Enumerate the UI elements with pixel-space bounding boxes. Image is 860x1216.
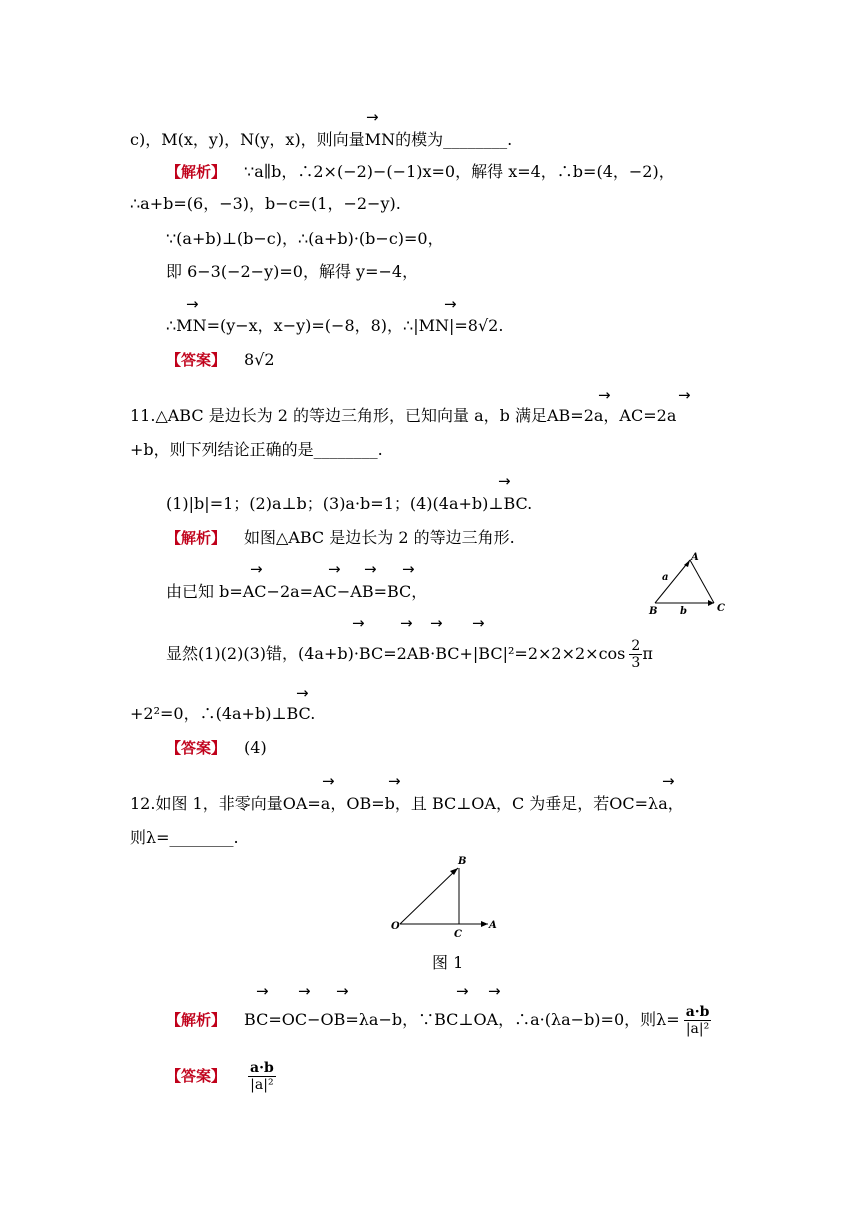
answer-text: (4)	[244, 738, 267, 757]
vector-arrow: →	[366, 108, 379, 126]
analysis-tag: 【解析】	[166, 1011, 227, 1029]
vector-arrow: →	[322, 772, 335, 790]
answer-line	[166, 1060, 276, 1093]
vector-arrow: →	[400, 614, 413, 632]
vector-arrow: →	[662, 772, 675, 790]
vector-arrow: →	[186, 295, 199, 313]
solution-line	[166, 638, 653, 671]
text-line: c)，M(x，y)，N(y，x)，则向量MN的模为________.	[130, 130, 513, 149]
fraction-denominator: 3	[631, 655, 641, 671]
solution-text: 如图△ABC 是边长为 2 的等边三角形.	[244, 528, 515, 547]
fraction-numerator: a·b	[685, 1004, 710, 1020]
label-o: O	[391, 921, 400, 932]
solution-text: ∵a∥b，∴2×(−2)−(−1)x=0，解得 x=4，∴b=(4，−2)，	[244, 162, 675, 181]
solution-line: 即 6−3(−2−y)=0，解得 y=−4，	[166, 262, 419, 281]
label-a: A	[489, 920, 497, 931]
vector-arrow: →	[598, 386, 611, 404]
side-ab	[655, 560, 690, 603]
answer-line	[166, 350, 275, 370]
vector-arrow: →	[352, 614, 365, 632]
triangle-figure	[640, 548, 730, 618]
label-c: C	[454, 929, 462, 940]
label-a-vertex: A	[691, 552, 699, 563]
solution-line: ∴MN=(y−x，x−y)=(−8，8)，∴|MN|=8√2.	[166, 316, 504, 335]
vector-arrow: →	[328, 560, 341, 578]
answer-tag: 【答案】	[166, 351, 227, 369]
answer-text: 8√2	[244, 350, 275, 369]
solution-line	[166, 162, 675, 182]
label-c-vertex: C	[717, 603, 725, 614]
analysis-tag: 【解析】	[166, 163, 227, 181]
vector-arrow: →	[430, 614, 443, 632]
vector-arrow: →	[298, 982, 311, 1000]
vector-arrow: →	[488, 982, 501, 1000]
fraction	[684, 1004, 712, 1037]
answer-line	[166, 738, 267, 758]
answer-tag: 【答案】	[166, 1067, 227, 1085]
option-line: (1)|b|=1；(2)a⊥b；(3)a·b=1；(4)(4a+b)⊥BC.	[166, 494, 533, 513]
pi-symbol: π	[642, 644, 653, 663]
solution-line: ∵(a+b)⊥(b−c)，∴(a+b)·(b−c)=0，	[166, 229, 444, 248]
vector-ob	[400, 868, 458, 924]
fraction	[248, 1060, 276, 1093]
arrowhead	[481, 921, 488, 927]
vector-arrow: →	[256, 982, 269, 1000]
vector-arrow: →	[250, 560, 263, 578]
question-line: +b，则下列结论正确的是________.	[130, 440, 383, 459]
solution-line: ∴a+b=(6，−3)，b−c=(1，−2−y).	[130, 194, 401, 213]
figure-1	[388, 850, 500, 940]
analysis-tag: 【解析】	[166, 529, 227, 547]
fraction-numerator: a·b	[250, 1060, 274, 1076]
vector-arrow: →	[498, 472, 511, 490]
label-vector-a: a	[662, 572, 669, 583]
fraction	[629, 638, 642, 671]
solution-line	[166, 1004, 711, 1037]
label-b: B	[458, 856, 467, 867]
vector-arrow: →	[388, 772, 401, 790]
solution-line: 由已知 b=AC−2a=AC−AB=BC，	[166, 582, 428, 601]
vector-arrow: →	[364, 560, 377, 578]
fraction-numerator: 2	[631, 638, 641, 654]
vector-arrow: →	[336, 982, 349, 1000]
vector-arrow: →	[456, 982, 469, 1000]
solution-text: 显然(1)(2)(3)错，(4a+b)·BC=2AB·BC+|BC|²=2×2×2×cos	[166, 644, 626, 663]
vector-arrow: →	[402, 560, 415, 578]
solution-line: +2²=0，∴(4a+b)⊥BC.	[130, 704, 316, 723]
solution-text: BC=OC−OB=λa−b，∵BC⊥OA，∴a·(λa−b)=0，则λ=	[244, 1010, 680, 1029]
vector-arrow: →	[296, 684, 309, 702]
question-line: 12.如图 1，非零向量OA=a，OB=b，且 BC⊥OA，C 为垂足，若OC=λa，	[130, 794, 684, 813]
vector-arrow: →	[472, 614, 485, 632]
question-line: 则λ=________.	[130, 828, 239, 847]
solution-line	[166, 528, 515, 548]
vector-arrow: →	[444, 295, 457, 313]
fraction-denominator: |a|²	[685, 1021, 710, 1037]
side-ac	[690, 560, 714, 603]
answer-tag: 【答案】	[166, 739, 227, 757]
question-line: 11.△ABC 是边长为 2 的等边三角形，已知向量 a，b 满足AB=2a，AC=2a	[130, 406, 677, 425]
figure-caption: 图 1	[432, 953, 464, 972]
label-b-vertex: B	[649, 606, 658, 617]
fraction-denominator: |a|²	[250, 1077, 274, 1093]
label-vector-b: b	[680, 606, 687, 617]
vector-arrow: →	[678, 386, 691, 404]
